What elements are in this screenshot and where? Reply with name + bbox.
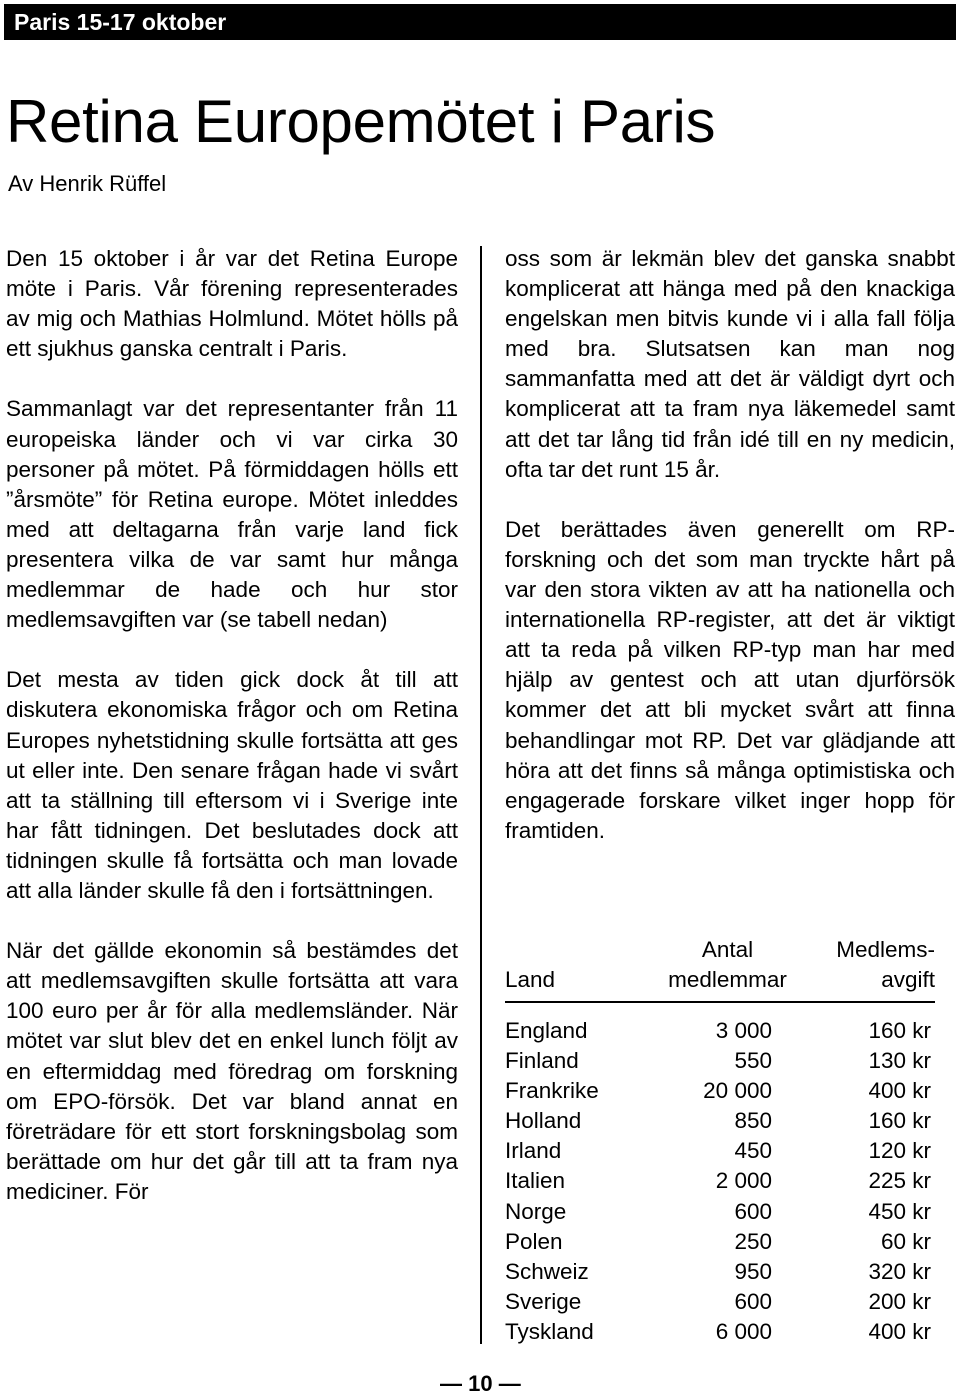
cell-antal: 450 [734, 1138, 772, 1164]
table-row [505, 1287, 935, 1317]
body-paragraph: oss som är lekmän blev det ganska snabbt komplicerat att hänga med på den knackiga engelskan men bitvis kunde vi i alla fall följa med bra. Slutsatsen kan man nog sammanfatta med att det är väldigt dyrt och komplicerat att ta fram nya läkemedel samt att det tar lång tid från idé till en ny medicin, ofta tar det runt 15 år. [505, 246, 955, 482]
table-row [505, 1257, 935, 1287]
table-row [505, 1317, 935, 1347]
section-header-bar [4, 4, 956, 40]
cell-avgift: 60 kr [880, 1228, 931, 1254]
cell-antal: 850 [734, 1108, 772, 1134]
cell-avgift: 160 kr [868, 1018, 931, 1043]
cell-land: Italien [505, 1168, 566, 1194]
cell-avgift: 120 kr [868, 1138, 931, 1164]
cell-avgift: 400 kr [868, 1078, 931, 1104]
table-row [505, 1136, 935, 1166]
table-row [505, 1046, 935, 1076]
article-byline: Av Henrik Rüffel [8, 171, 167, 196]
cell-antal: 600 [734, 1288, 772, 1314]
table-row [505, 1197, 935, 1227]
body-paragraph: Det mesta av tiden gick dock åt till att diskutera ekonomiska frågor och om Retina Europes nyhetstidning skulle fortsätta att ges ut eller inte. Den senare frågan hade vi svårt att ta ställning till eftersom vi i Sverige inte har fått tidningen. Det beslutades dock att tidningen skulle få fortsätta och man lovade att alla länder skulle få den i fortsättningen. [6, 667, 458, 903]
left-column [6, 244, 458, 1207]
table-row [505, 1106, 935, 1136]
cell-antal: 20 000 [703, 1078, 772, 1104]
table-row [505, 1002, 935, 1046]
cell-antal: 250 [734, 1228, 772, 1254]
cell-avgift: 130 kr [868, 1048, 931, 1074]
right-column [505, 244, 955, 846]
cell-avgift: 320 kr [868, 1258, 931, 1284]
cell-land: Irland [505, 1138, 562, 1164]
table-header-row [505, 935, 935, 1002]
cell-antal: 2 000 [715, 1168, 772, 1194]
cell-antal: 950 [734, 1258, 772, 1284]
cell-land: Frankrike [505, 1078, 599, 1104]
membership-table [505, 935, 935, 1347]
body-paragraph: När det gällde ekonomin så bestämdes det att medlemsavgiften skulle fortsätta att vara 100 euro per år för alla medlemsländer. När mötet var slut blev det en enkel lunch följt av en eftermiddag med föredrag om forskning om EPO-försök. Det var bland annat en företrädare för ett stort forskningsbolag som berättade om hur det går till att ta fram nya mediciner. För [6, 938, 458, 1204]
table-row [505, 1076, 935, 1106]
header-medlemsavgift: Medlems- avgift [800, 935, 935, 1002]
table-row [505, 1227, 935, 1257]
article-title: Retina Europemötet i Paris [6, 88, 716, 155]
cell-antal: 3 000 [715, 1018, 772, 1043]
cell-land: England [505, 1018, 588, 1043]
cell-avgift: 200 kr [868, 1288, 931, 1314]
cell-avgift: 225 kr [868, 1168, 931, 1194]
body-paragraph: Den 15 oktober i år var det Retina Europe möte i Paris. Vår förening representerades av mig och Mathias Holmlund. Mötet hölls på ett sjukhus ganska centralt i Paris. [6, 246, 458, 362]
cell-land: Holland [505, 1108, 582, 1134]
section-label: Paris 15-17 oktober [14, 9, 227, 35]
cell-avgift: 160 kr [868, 1108, 931, 1134]
header-land: Land [505, 935, 655, 1002]
cell-antal: 600 [734, 1198, 772, 1224]
cell-land: Polen [505, 1228, 563, 1254]
cell-antal: 550 [734, 1048, 772, 1074]
cell-land: Finland [505, 1048, 579, 1074]
cell-land: Norge [505, 1198, 567, 1224]
page-number: — 10 — [440, 1371, 521, 1396]
cell-avgift: 400 kr [868, 1318, 931, 1344]
cell-land: Schweiz [505, 1258, 589, 1284]
cell-land: Sverige [505, 1288, 582, 1314]
cell-antal: 6 000 [715, 1318, 772, 1344]
table-row [505, 1166, 935, 1196]
column-divider [480, 246, 482, 1344]
body-paragraph: Det berättades även generellt om RP-forskning och det som man tryckte hårt på var den stora vikten av att ha nationella och internationella RP-register, att det är viktigt att ta reda på vilken RP-typ man har med hjälp av gentest och att utan djurförsök kommer det att bli mycket svårt att finna behandlingar mot RP. Det var glädjande att höra att det finns så många optimistiska och engagerade forskare vilket inger hopp för framtiden. [505, 516, 955, 843]
cell-avgift: 450 kr [868, 1198, 931, 1224]
cell-land: Tyskland [505, 1318, 594, 1344]
header-antal-medlemmar: Antal medlemmar [655, 935, 800, 1002]
body-paragraph: Sammanlagt var det representanter från 11 europeiska länder och vi var cirka 30 personer på mötet. På förmiddagen hölls ett ”årsmöte” för Retina europe. Mötet inleddes med att deltagarna från varje land fick presentera vilka de var samt hur många medlemmar de hade och hur stor medlemsavgiften var (se tabell nedan) [6, 396, 458, 633]
